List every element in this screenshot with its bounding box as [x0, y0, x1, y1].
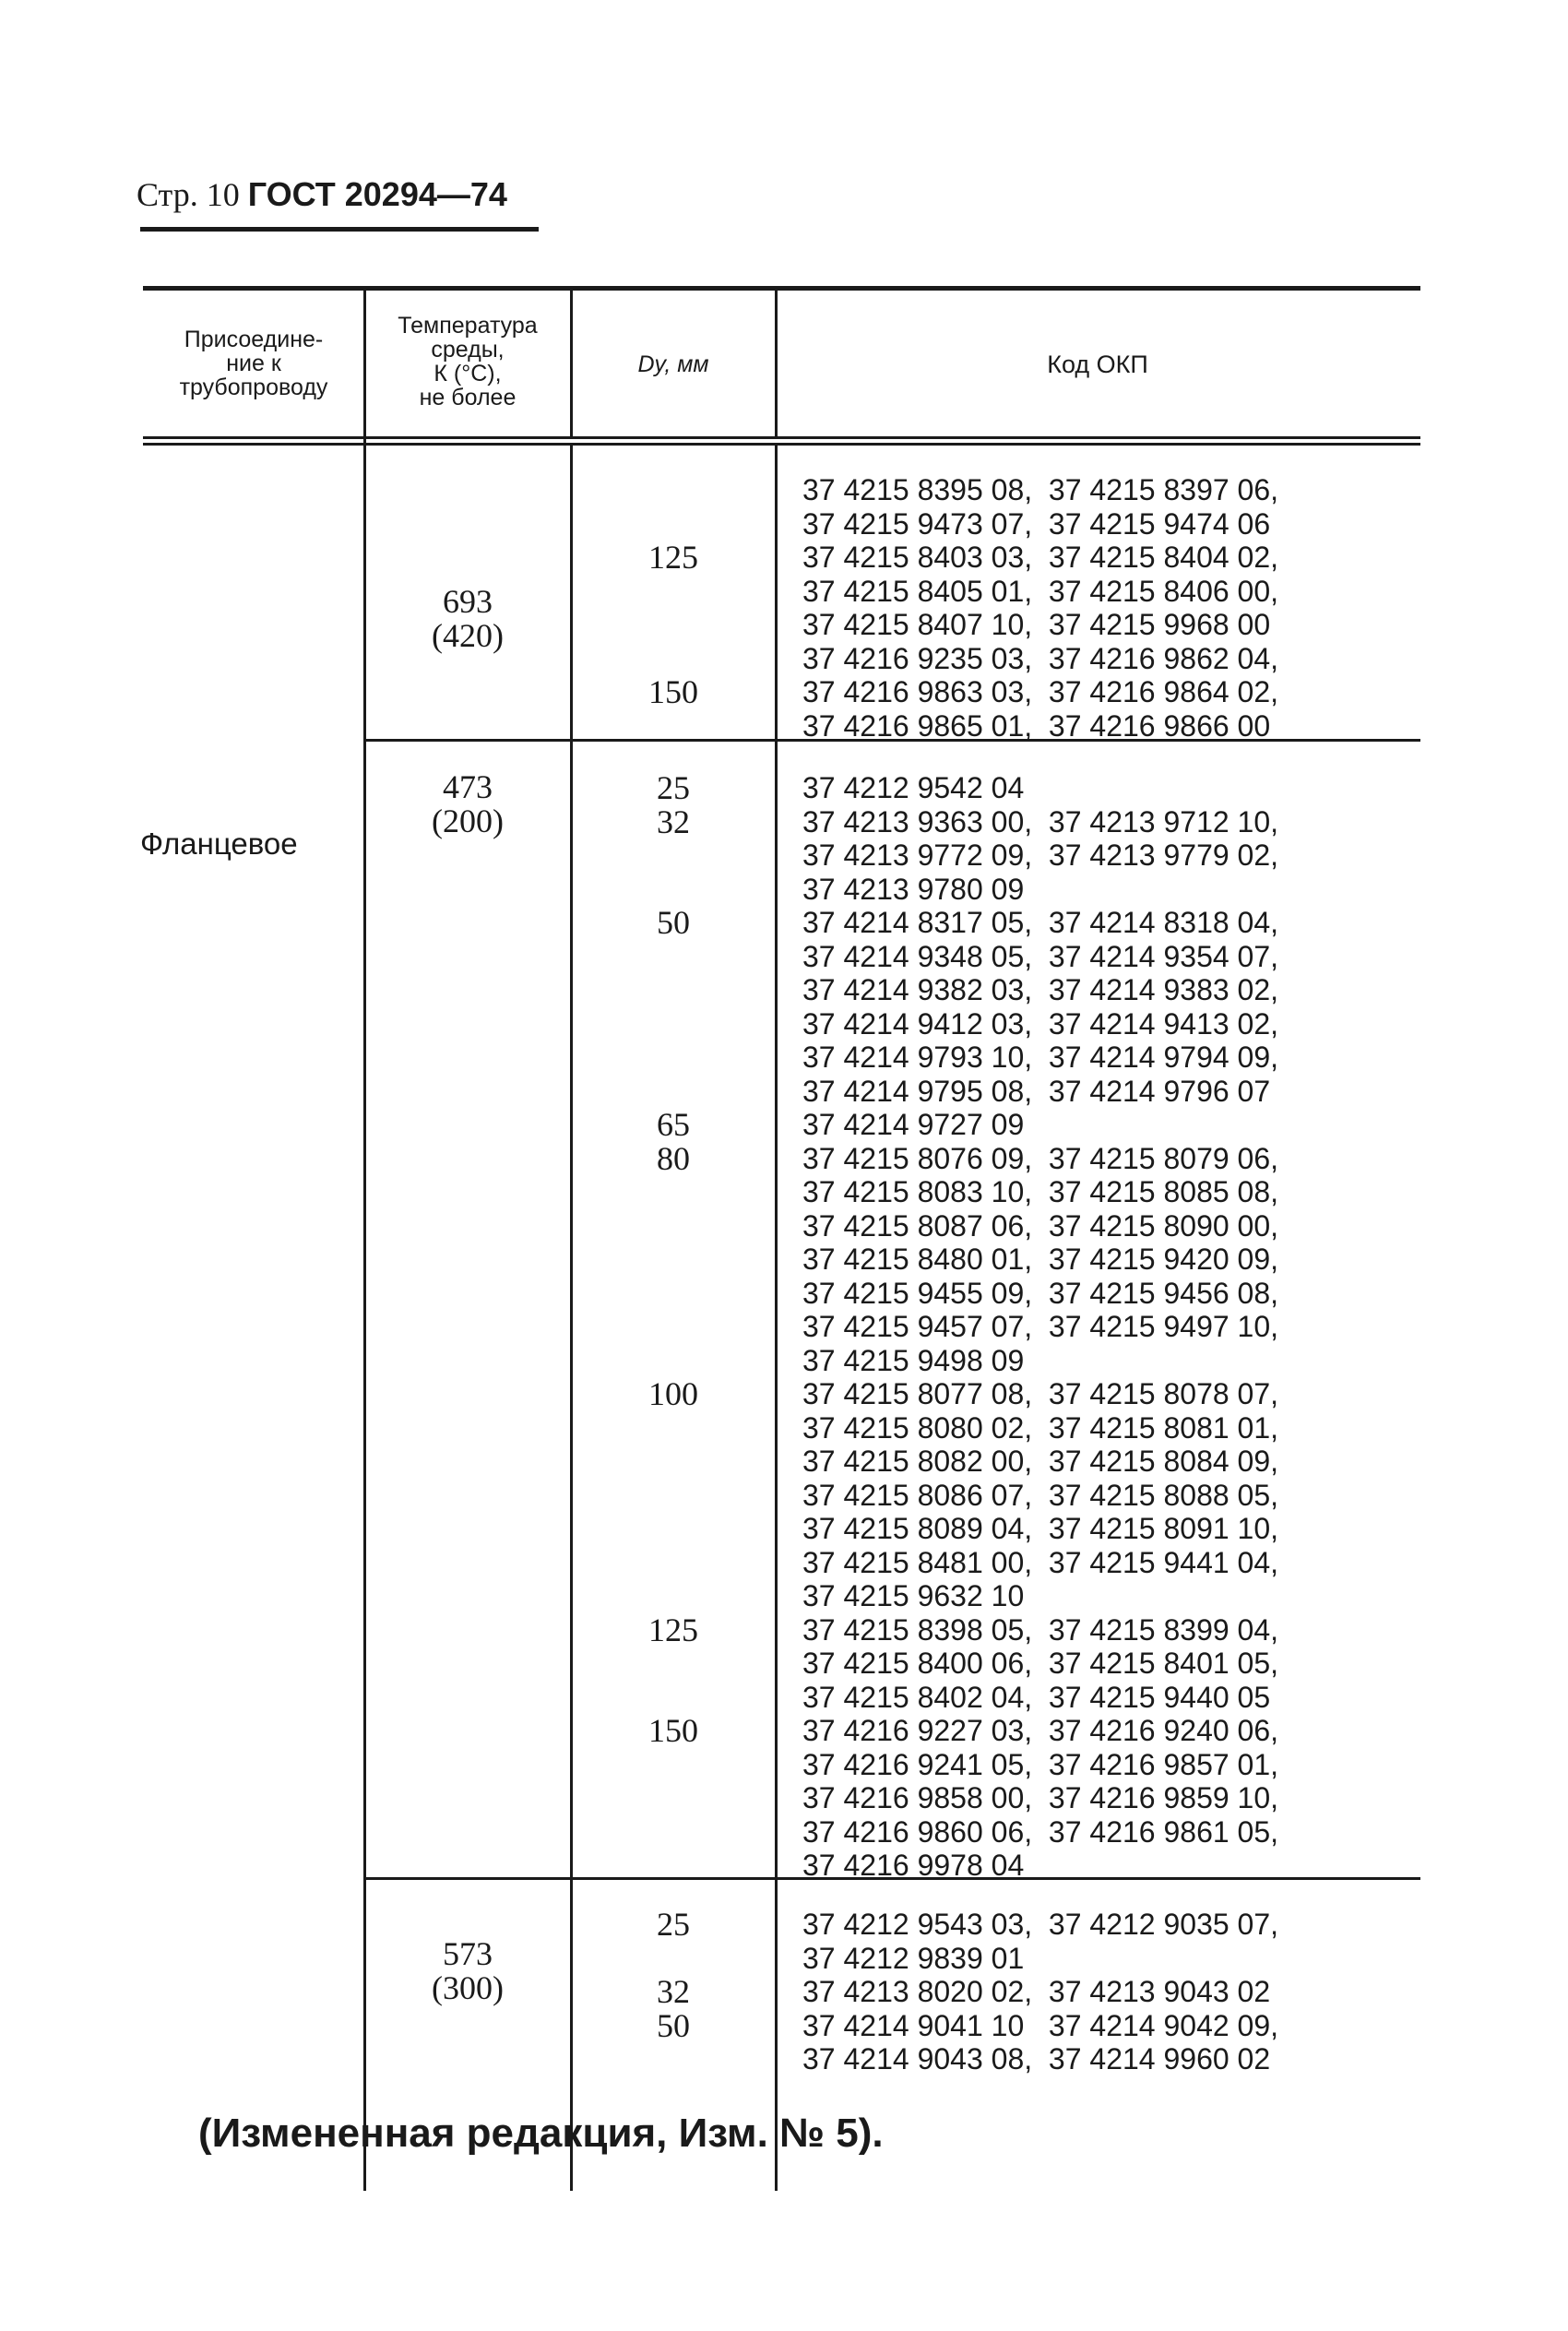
code-line: 37 4214 9041 10 37 4214 9042 09,: [802, 2008, 1279, 2042]
dy-value: 125: [648, 1611, 698, 1648]
dy-value: 50: [657, 2006, 690, 2044]
code-line: 37 4215 9498 09: [802, 1343, 1025, 1377]
code-line: 37 4215 9455 09, 37 4215 9456 08,: [802, 1276, 1279, 1310]
dy-value: 32: [657, 803, 690, 840]
code-line: 37 4215 8405 01, 37 4215 8406 00,: [802, 574, 1279, 608]
header-bottom-rule-2: [143, 443, 1420, 446]
code-line: 37 4215 9457 07, 37 4215 9497 10,: [802, 1310, 1279, 1343]
dy-value: 50: [657, 904, 690, 941]
code-line: 37 4215 8077 08, 37 4215 8078 07,: [802, 1377, 1279, 1410]
code-line: 37 4216 9860 06, 37 4216 9861 05,: [802, 1814, 1279, 1849]
header-rule: [140, 227, 539, 232]
group-2-temp-c: (200): [432, 803, 504, 839]
column-divider-3: [775, 291, 778, 436]
column-header-temperature: Температура среды, К (°С), не более: [398, 313, 538, 410]
code-line: 37 4215 8076 09, 37 4215 8079 06,: [802, 1141, 1279, 1175]
group-3-temp-k: 573: [443, 1935, 493, 1972]
code-line: 37 4212 9839 01: [802, 1941, 1025, 1975]
dy-value: 32: [657, 1973, 690, 2010]
group-3-codes: [802, 1908, 1278, 2076]
column-divider-2-body: [570, 446, 573, 2191]
code-line: 37 4214 9382 03, 37 4214 9383 02,: [802, 973, 1279, 1006]
column-header-connection: Присоедине- ние к трубопроводу: [179, 327, 328, 400]
code-line: 37 4212 9542 04: [802, 771, 1025, 804]
code-line: 37 4215 8481 00, 37 4215 9441 04,: [802, 1545, 1279, 1579]
column-header-code: Код ОКП: [1047, 351, 1148, 378]
dy-value: 150: [648, 673, 698, 710]
group-1-temp-c: (420): [432, 617, 504, 654]
code-line: 37 4215 9632 10: [802, 1579, 1025, 1612]
dy-value: 65: [657, 1106, 690, 1143]
code-line: 37 4216 9235 03, 37 4216 9862 04,: [802, 641, 1279, 675]
column-divider-3-body: [775, 446, 778, 2191]
group-2-temp-k: 473: [443, 768, 493, 805]
code-line: 37 4215 9473 07, 37 4215 9474 06: [802, 506, 1271, 541]
group-1-codes: [802, 473, 1278, 743]
column-header-dy: Dу, мм: [637, 351, 709, 377]
group-2-codes: [802, 771, 1278, 1883]
code-line: 37 4215 8403 03, 37 4215 8404 02,: [802, 541, 1279, 574]
column-divider-2: [570, 291, 573, 436]
group-3-temp-c: (300): [432, 1969, 504, 2006]
code-line: 37 4213 9780 09: [802, 872, 1025, 906]
dy-value: 150: [648, 1712, 698, 1749]
connection-value: Фланцевое: [140, 827, 298, 861]
code-line: 37 4215 8402 04, 37 4215 9440 05: [802, 1680, 1271, 1714]
code-line: 37 4213 9772 09, 37 4213 9779 02,: [802, 838, 1279, 872]
column-divider-1: [363, 291, 366, 2191]
code-line: 37 4213 9363 00, 37 4213 9712 10,: [802, 804, 1279, 838]
dy-value: 125: [648, 539, 698, 576]
code-line: 37 4215 8083 10, 37 4215 8085 08,: [802, 1175, 1279, 1208]
code-line: 37 4215 8398 05, 37 4215 8399 04,: [802, 1612, 1279, 1647]
code-line: 37 4215 8407 10, 37 4215 9968 00: [802, 608, 1271, 641]
code-line: 37 4215 8080 02, 37 4215 8081 01,: [802, 1410, 1279, 1445]
code-line: 37 4215 8086 07, 37 4215 8088 05,: [802, 1478, 1279, 1512]
code-line: 37 4216 9863 03, 37 4216 9864 02,: [802, 675, 1279, 708]
code-line: 37 4216 9858 00, 37 4216 9859 10,: [802, 1781, 1279, 1814]
code-line: 37 4215 8480 01, 37 4215 9420 09,: [802, 1243, 1279, 1276]
code-line: 37 4212 9543 03, 37 4212 9035 07,: [802, 1908, 1279, 1941]
header-bottom-rule-1: [143, 436, 1420, 439]
code-line: 37 4216 9241 05, 37 4216 9857 01,: [802, 1747, 1279, 1781]
code-line: 37 4214 9793 10, 37 4214 9794 09,: [802, 1041, 1279, 1074]
dy-value: 25: [657, 769, 690, 806]
code-line: 37 4213 8020 02, 37 4213 9043 02: [802, 1975, 1271, 2008]
page-header: [137, 175, 507, 214]
code-line: 37 4214 9348 05, 37 4214 9354 07,: [802, 939, 1279, 973]
standard-number: ГОСТ 20294—74: [247, 175, 507, 213]
code-line: 37 4214 9412 03, 37 4214 9413 02,: [802, 1006, 1279, 1041]
code-line: 37 4216 9227 03, 37 4216 9240 06,: [802, 1714, 1279, 1747]
code-line: 37 4215 8089 04, 37 4215 8091 10,: [802, 1512, 1279, 1545]
code-line: 37 4215 8400 06, 37 4215 8401 05,: [802, 1647, 1279, 1680]
code-line: 37 4215 8395 08, 37 4215 8397 06,: [802, 473, 1279, 506]
code-line: 37 4214 9727 09: [802, 1108, 1025, 1141]
page-label: Стр. 10: [137, 176, 240, 213]
code-line: 37 4214 8317 05, 37 4214 8318 04,: [802, 906, 1279, 939]
dy-value: 100: [648, 1375, 698, 1412]
amendment-note: (Измененная редакция, Изм. № 5).: [198, 2111, 884, 2156]
table-top-rule: [143, 286, 1420, 291]
code-line: 37 4214 9795 08, 37 4214 9796 07: [802, 1074, 1271, 1108]
dy-value: 25: [657, 1906, 690, 1943]
code-line: 37 4216 9865 01, 37 4216 9866 00: [802, 708, 1271, 743]
code-line: 37 4214 9043 08, 37 4214 9960 02: [802, 2042, 1271, 2075]
group-1-temp-k: 693: [443, 583, 493, 620]
code-line: 37 4215 8087 06, 37 4215 8090 00,: [802, 1208, 1279, 1243]
code-line: 37 4215 8082 00, 37 4215 8084 09,: [802, 1445, 1279, 1478]
dy-value: 80: [657, 1139, 690, 1177]
code-line: 37 4216 9978 04: [802, 1849, 1025, 1882]
